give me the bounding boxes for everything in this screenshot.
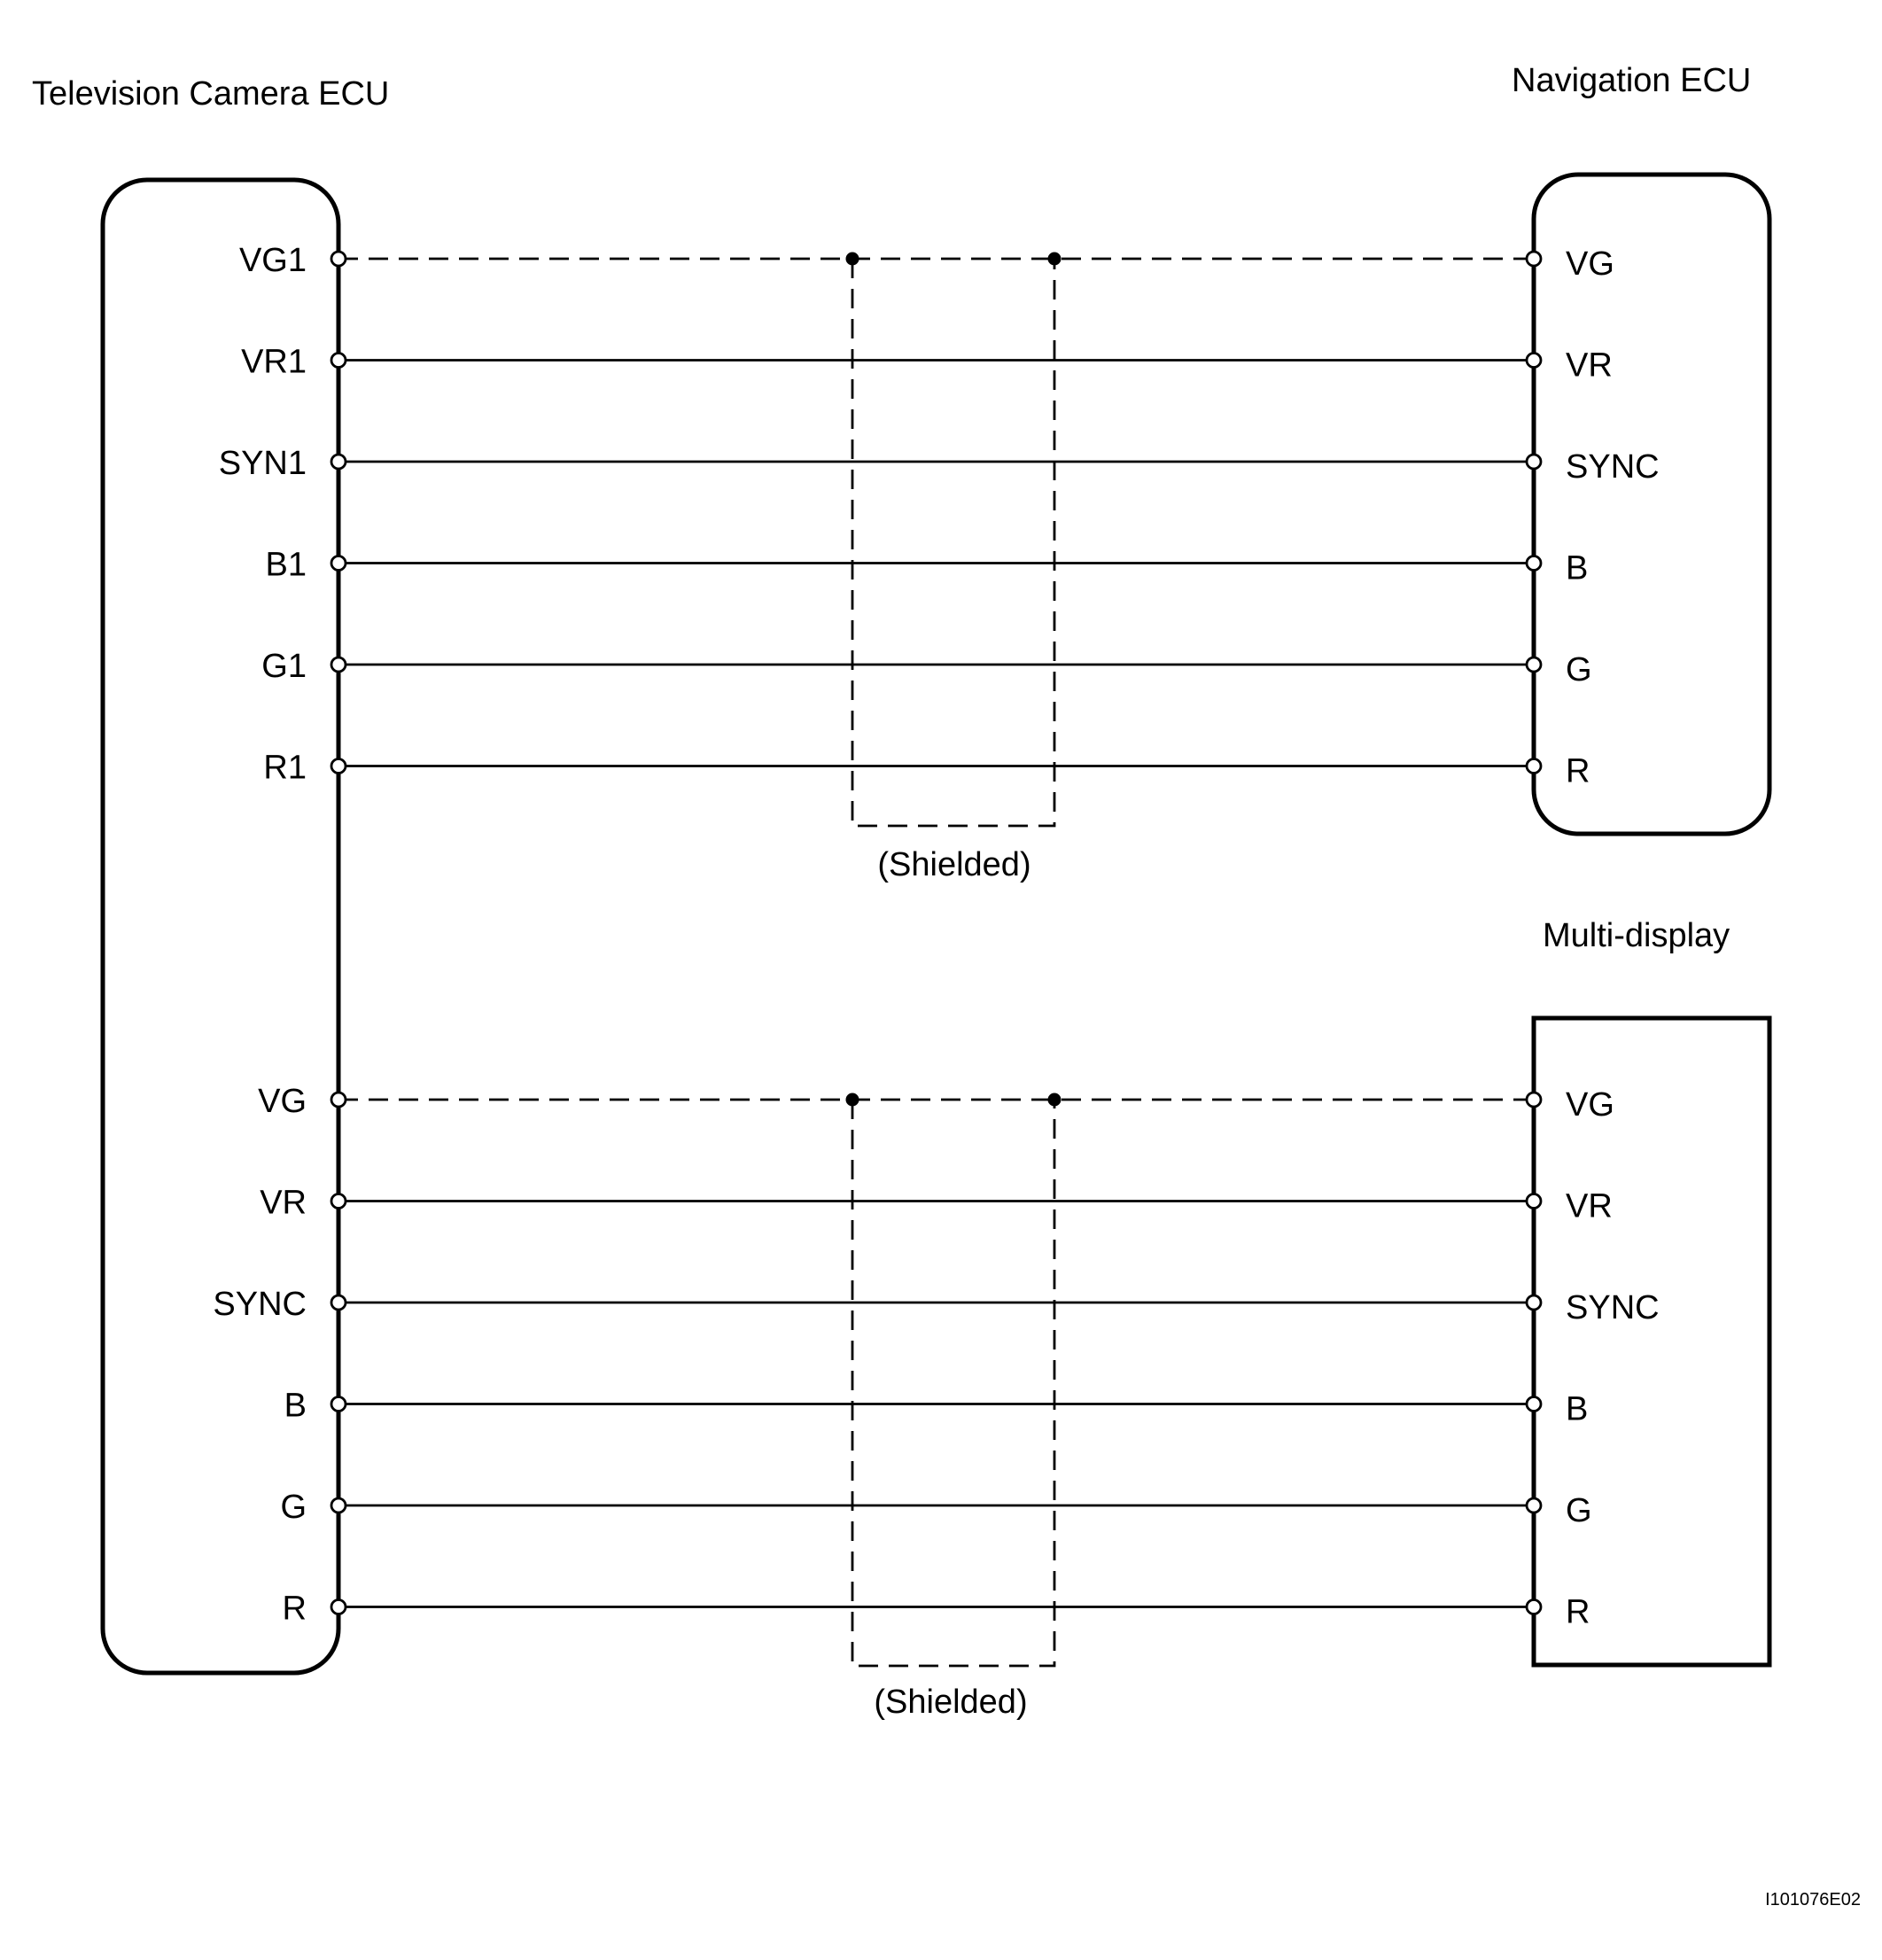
connector-terminal bbox=[331, 759, 346, 774]
shield-label: (Shielded) bbox=[877, 846, 1031, 883]
connector-terminal bbox=[1527, 1295, 1541, 1310]
junction-dot bbox=[846, 1093, 859, 1107]
camera-ecu-title: Television Camera ECU bbox=[32, 75, 390, 113]
connector-terminal bbox=[331, 354, 346, 368]
multi-display-pin-label: SYNC bbox=[1566, 1289, 1660, 1326]
multi-display-wire-group bbox=[213, 1083, 1659, 1666]
navigation-ecu-pin-label: R bbox=[1566, 752, 1590, 790]
shield-label: (Shielded) bbox=[874, 1684, 1028, 1721]
multi-display-pin-label: R bbox=[1566, 1593, 1590, 1631]
connector-terminal bbox=[331, 1194, 346, 1209]
connector-terminal bbox=[331, 1397, 346, 1412]
connector-terminal bbox=[1527, 1194, 1541, 1209]
junction-dot bbox=[846, 253, 859, 266]
connector-terminal bbox=[1527, 556, 1541, 571]
connector-terminal bbox=[1527, 1600, 1541, 1614]
shield-outline bbox=[852, 1100, 1054, 1666]
camera-ecu-box bbox=[103, 180, 338, 1673]
connector-terminal bbox=[1527, 1093, 1541, 1107]
connector-terminal bbox=[331, 1498, 346, 1513]
connector-terminal bbox=[331, 1093, 346, 1107]
multi-display-pin-label: VR bbox=[1566, 1187, 1613, 1225]
junction-dot bbox=[1048, 1093, 1062, 1107]
camera-ecu-pin-label: VR bbox=[260, 1184, 307, 1222]
navigation-ecu-pin-label: VG bbox=[1566, 245, 1614, 283]
navigation-ecu-pin-label: B bbox=[1566, 549, 1589, 587]
camera-ecu-pin-label: VG bbox=[258, 1083, 307, 1120]
camera-ecu-pin-label: R1 bbox=[263, 749, 307, 787]
camera-ecu-pin-label: VR1 bbox=[241, 343, 307, 381]
navigation-ecu-pin-label: VR bbox=[1566, 346, 1613, 385]
connector-terminal bbox=[331, 657, 346, 672]
connector-terminal bbox=[331, 1295, 346, 1310]
multi-display-pin-label: B bbox=[1566, 1390, 1589, 1428]
camera-ecu-pin-label: R bbox=[282, 1590, 307, 1628]
camera-ecu-pin-label: SYNC bbox=[213, 1286, 307, 1323]
shield-outline bbox=[852, 259, 1054, 826]
connector-terminal bbox=[331, 252, 346, 266]
navigation-ecu-title: Navigation ECU bbox=[1512, 62, 1752, 99]
connector-terminal bbox=[331, 556, 346, 571]
multi-display-pin-label: G bbox=[1566, 1492, 1592, 1529]
connector-terminal bbox=[331, 1600, 346, 1614]
connector-terminal bbox=[1527, 759, 1541, 774]
connector-terminal bbox=[1527, 657, 1541, 672]
multi-display-pin-label: VG bbox=[1566, 1086, 1614, 1124]
navigation-ecu-pin-label: G bbox=[1566, 651, 1592, 688]
connector-terminal bbox=[1527, 455, 1541, 469]
camera-ecu-pin-label: B1 bbox=[265, 546, 307, 584]
connector-terminal bbox=[1527, 1397, 1541, 1412]
connector-terminal bbox=[1527, 354, 1541, 368]
navigation-wire-group bbox=[219, 242, 1660, 826]
multi-display-title: Multi-display bbox=[1543, 917, 1730, 954]
navigation-ecu-pin-label: SYNC bbox=[1566, 448, 1660, 486]
connector-terminal bbox=[331, 455, 346, 469]
connector-terminal bbox=[1527, 252, 1541, 266]
camera-ecu-pin-label: VG1 bbox=[238, 242, 307, 279]
reference-code: I101076E02 bbox=[1765, 1890, 1861, 1909]
camera-ecu-pin-label: SYN1 bbox=[218, 445, 307, 482]
connector-terminal bbox=[1527, 1498, 1541, 1513]
junction-dot bbox=[1048, 253, 1062, 266]
camera-ecu-pin-label: B bbox=[284, 1387, 307, 1425]
camera-ecu-pin-label: G1 bbox=[261, 648, 307, 685]
camera-ecu-pin-label: G bbox=[280, 1489, 307, 1526]
